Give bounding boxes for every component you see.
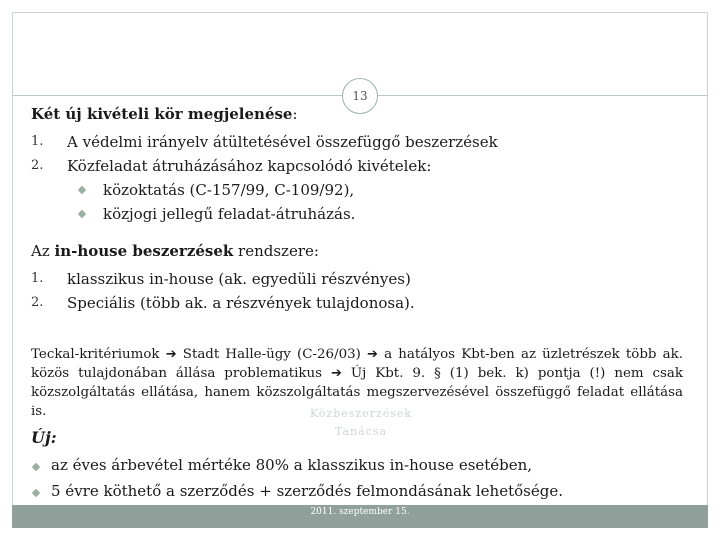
section2-heading — [31, 241, 691, 261]
arrow-right-icon: ➔ — [367, 347, 378, 362]
list-number: 1. — [31, 134, 44, 149]
arrow-right-icon: ➔ — [330, 366, 342, 381]
list2-item — [31, 291, 691, 315]
section2-prefix: Az — [31, 242, 55, 260]
page-number: 13 — [352, 89, 368, 103]
diamond-bullet-icon — [78, 186, 86, 194]
slide-heading — [31, 104, 691, 124]
watermark-line1: Közbeszerzések — [309, 407, 413, 420]
diamond-bullet-icon — [78, 210, 86, 218]
bottom-bullet-text: az éves árbevétel mértéke 80% a klasszikus in-house esetében, — [51, 456, 533, 474]
list-number: 2. — [31, 158, 44, 173]
list1-item — [31, 154, 691, 178]
list1-item — [31, 130, 691, 154]
sublist-text: közoktatás (C-157/99, C-109/92), — [103, 181, 355, 199]
teckal-paragraph — [31, 345, 683, 421]
para-part2: Stadt Halle-ügy (C-26/03) — [176, 347, 368, 362]
uj-label: Új: — [31, 428, 57, 447]
list-text: Közfeladat átruházásához kapcsolódó kivételek: — [67, 157, 432, 175]
section2-suffix: rendszere: — [233, 242, 319, 260]
heading-bold: Két új kivételi kör megjelenése — [31, 105, 293, 123]
bottom-bullet-text: 5 évre köthető a szerződés + szerződés felmondásának lehetősége. — [51, 482, 563, 500]
watermark-line2: Tanácsa — [334, 425, 388, 438]
list-number: 1. — [31, 271, 44, 286]
sublist-item — [31, 178, 691, 202]
list-text: klasszikus in-house (ak. egyedüli részvényes) — [67, 270, 411, 288]
sublist-item — [31, 202, 691, 226]
para-part1: Teckal-kritériumok — [31, 347, 166, 362]
list-number: 2. — [31, 295, 44, 310]
arrow-right-icon: ➔ — [165, 347, 177, 362]
list-text: Speciális (több ak. a részvények tulajdonosa). — [67, 294, 415, 312]
section2-bold: in-house beszerzések — [54, 242, 234, 260]
footer-date: 2011. szeptember 15. — [310, 507, 410, 517]
list2-item — [31, 267, 691, 291]
para-part4: Új Kbt. 9. § (1) bek. k) pontja (!) nem csak közszolgáltatás ellátása, hanem közszolgáltatás megszervezésével összefüggő feladat ellátása is. — [31, 366, 683, 419]
heading-colon: : — [292, 105, 298, 123]
para-part3: a hatályos Kbt-ben az üzletrészek több ak. közös tulajdonában állása problematikus — [31, 347, 684, 381]
list-text: A védelmi irányelv átültetésével összefüggő beszerzések — [67, 133, 498, 151]
slide-content — [31, 104, 691, 315]
sublist-text: közjogi jellegű feladat-átruházás. — [103, 205, 356, 223]
